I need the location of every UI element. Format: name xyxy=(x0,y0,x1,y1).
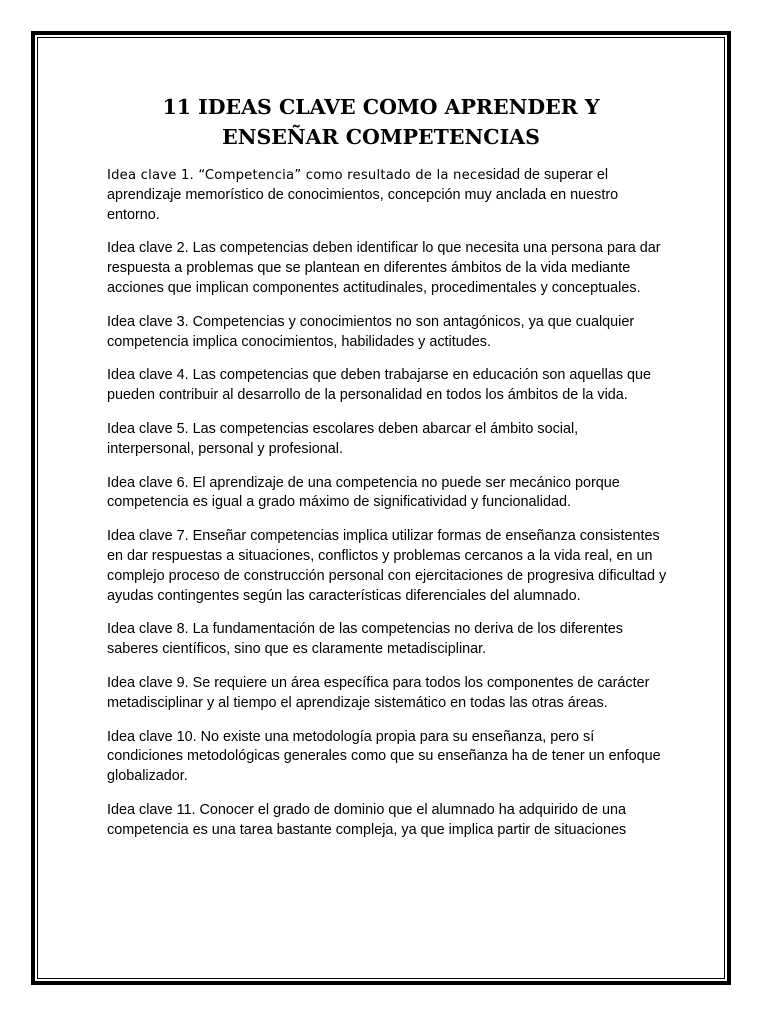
idea-paragraph-5: Idea clave 5. Las competencias escolares deben abarcar el ámbito social, interpersonal, personal y profesional. xyxy=(107,420,579,457)
idea-paragraph-11: Idea clave 11. Conocer el grado de dominio que el alumnado ha adquirido de una competencia es una tarea bastante compleja, ya que implica partir de situaciones xyxy=(107,801,627,838)
title-line-2: ENSEÑAR COMPETENCIAS xyxy=(222,125,540,149)
idea-paragraph-1 xyxy=(107,166,667,225)
idea-paragraph-7: Idea clave 7. Enseñar competencias implica utilizar formas de enseñanza consistentes en dar respuestas a situaciones, conflictos y problemas cercanos a la vida real, en un complejo proceso de construcción personal con ejercitaciones de progresiva dificultad y ayudas contingentes según las características diferenciales del alumnado. xyxy=(107,528,667,604)
idea-paragraph-10: Idea clave 10. No existe una metodología propia para su enseñanza, pero sí condiciones metodológicas generales como que su enseñanza ha de tener un enfoque globalizador. xyxy=(107,728,661,785)
idea-paragraph-2: Idea clave 2. Las competencias deben identificar lo que necesita una persona para dar respuesta a problemas que se plantean en diferentes ámbitos de la vida mediante acciones que implican componentes actitudinales, procedimentales y conceptuales. xyxy=(107,240,661,296)
idea-paragraph-6: Idea clave 6. El aprendizaje de una competencia no puede ser mecánico porque competencia es igual a grado máximo de significatividad y funcionalidad. xyxy=(107,474,620,511)
idea-paragraph-9: Idea clave 9. Se requiere un área específica para todos los componentes de carácter metadisciplinar y al tiempo el aprendizaje sistemático en todas las otras áreas. xyxy=(107,674,650,711)
idea-1-rest: sidad de superar el aprendizaje memorístico de conocimientos, concepción muy anclada en nuestro entorno. xyxy=(107,167,619,223)
document-title xyxy=(35,92,727,152)
document-body xyxy=(107,166,667,855)
idea-paragraph-4: Idea clave 4. Las competencias que deben trabajarse en educación son aquellas que pueden contribuir al desarrollo de la personalidad en todos los ámbitos de la vida. xyxy=(107,367,652,404)
idea-paragraph-3: Idea clave 3. Competencias y conocimientos no son antagónicos, ya que cualquier competencia implica conocimientos, habilidades y actitudes. xyxy=(107,313,635,350)
idea-paragraph-8: Idea clave 8. La fundamentación de las competencias no deriva de los diferentes saberes científicos, sino que es claramente metadisciplinar. xyxy=(107,621,623,658)
idea-1-lead: Idea clave 1. “Competencia” como resultado de la nece xyxy=(107,168,486,183)
title-line-1: 11 IDEAS CLAVE COMO APRENDER Y xyxy=(162,95,600,119)
